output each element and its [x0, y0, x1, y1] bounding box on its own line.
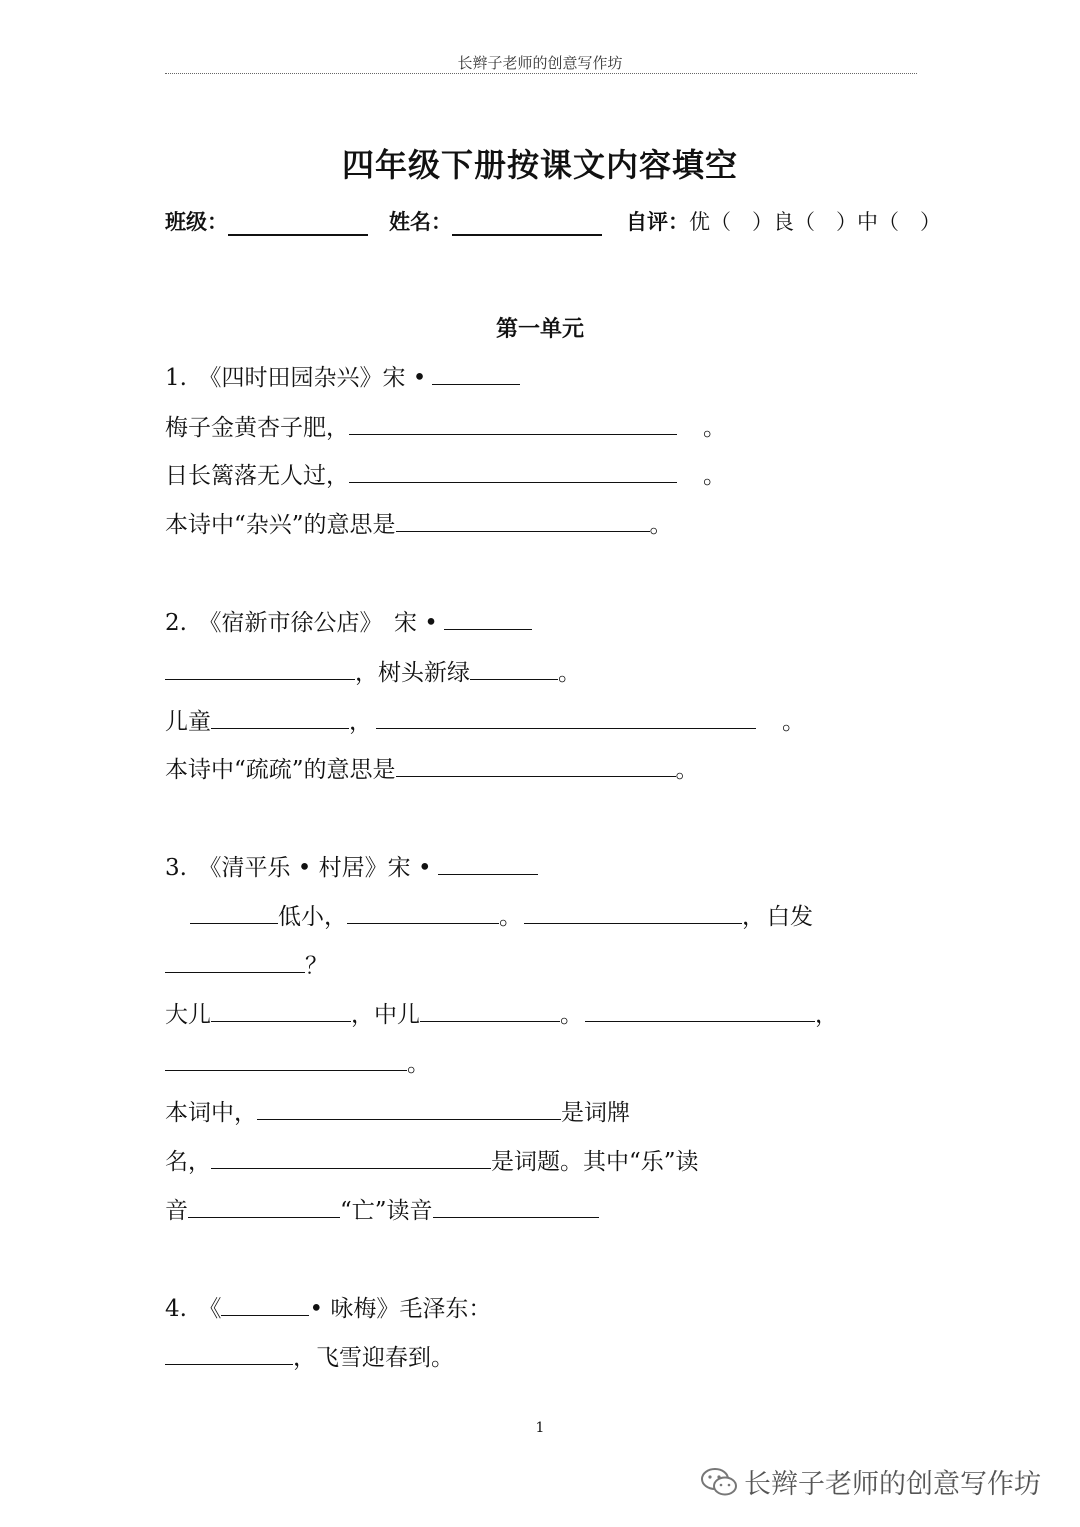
worksheet-title: 四年级下册按课文内容填空	[341, 146, 738, 184]
q2-line-2: 儿童 ， 。	[165, 704, 805, 736]
q3-blank-8[interactable]	[165, 1046, 407, 1071]
q2-blank-4[interactable]	[376, 704, 756, 729]
q3-line-4: 。	[165, 1046, 430, 1078]
q3-blank-3[interactable]	[524, 899, 742, 924]
q3-line-3: 大儿 ，中儿 。 ，	[165, 997, 838, 1029]
q3-heading: 3. 《清平乐 • 村居》宋 •	[165, 850, 538, 882]
q3-blank-7[interactable]	[585, 997, 815, 1022]
q1-author-blank[interactable]	[432, 360, 520, 385]
q3-blank-9[interactable]	[257, 1095, 561, 1120]
name-blank[interactable]	[452, 212, 602, 236]
q2-heading: 2. 《宿新市徐公店》 宋 •	[165, 605, 532, 637]
q3-blank-6[interactable]	[420, 997, 560, 1022]
section-title: 第一单元	[495, 317, 584, 342]
q1-blank-2[interactable]	[349, 458, 677, 483]
q3-line-2: ？	[165, 948, 328, 980]
q3-line-6: 名， 是词题。其中“乐”读	[165, 1144, 699, 1176]
q3-blank-4[interactable]	[165, 948, 305, 973]
q1-heading: 1. 《四时田园杂兴》宋 •	[165, 360, 520, 392]
q1-line-3: 本诗中“杂兴”的意思是 。	[165, 507, 673, 539]
wechat-icon	[700, 1467, 738, 1504]
q2-blank-1[interactable]	[165, 655, 355, 680]
q3-line-1: 低小， 。 ，白发	[190, 899, 813, 931]
class-field	[165, 206, 368, 236]
q3-blank-1[interactable]	[190, 899, 278, 924]
q4-line-1: ，飞雪迎春到。	[165, 1340, 454, 1372]
q3-line-5: 本词中， 是词牌	[165, 1095, 630, 1127]
q4-blank-1[interactable]	[165, 1340, 293, 1365]
self-eval	[626, 206, 941, 236]
watermark	[700, 1462, 1041, 1504]
q4-heading: 4. 《 • 咏梅》毛泽东：	[165, 1291, 491, 1323]
q3-line-7: 音 “亡”读音	[165, 1193, 599, 1225]
q1-blank-3[interactable]	[396, 507, 650, 532]
watermark-text: 长辫子老师的创意写作坊	[744, 1469, 1041, 1500]
q4-title-blank[interactable]	[221, 1291, 309, 1316]
q2-line-3: 本诗中“疏疏”的意思是 。	[165, 752, 699, 784]
name-field	[389, 206, 602, 236]
q2-blank-2[interactable]	[470, 655, 558, 680]
header-divider	[165, 73, 917, 74]
name-label: 姓名：	[389, 210, 452, 234]
q1-line-1: 梅子金黄杏子肥， 。	[165, 410, 726, 442]
q2-author-blank[interactable]	[444, 605, 532, 630]
q1-line-2: 日长篱落无人过， 。	[165, 458, 726, 490]
page-number: 1	[535, 1420, 545, 1436]
q2-blank-5[interactable]	[396, 752, 676, 777]
q3-blank-10[interactable]	[211, 1144, 491, 1169]
class-blank[interactable]	[228, 212, 368, 236]
page-header: 长辫子老师的创意写作坊	[457, 54, 623, 72]
q3-blank-2[interactable]	[347, 899, 499, 924]
q3-blank-5[interactable]	[211, 997, 351, 1022]
q1-blank-1[interactable]	[349, 410, 677, 435]
q2-line-1: ，树头新绿 。	[165, 655, 581, 687]
self-eval-label: 自评：	[626, 210, 689, 234]
self-eval-options: 优（ ）良（ ）中（ ）	[689, 210, 941, 234]
class-label: 班级：	[165, 210, 228, 234]
q3-blank-11[interactable]	[188, 1193, 340, 1218]
q3-blank-12[interactable]	[433, 1193, 599, 1218]
q2-blank-3[interactable]	[211, 704, 349, 729]
q3-author-blank[interactable]	[438, 850, 538, 875]
